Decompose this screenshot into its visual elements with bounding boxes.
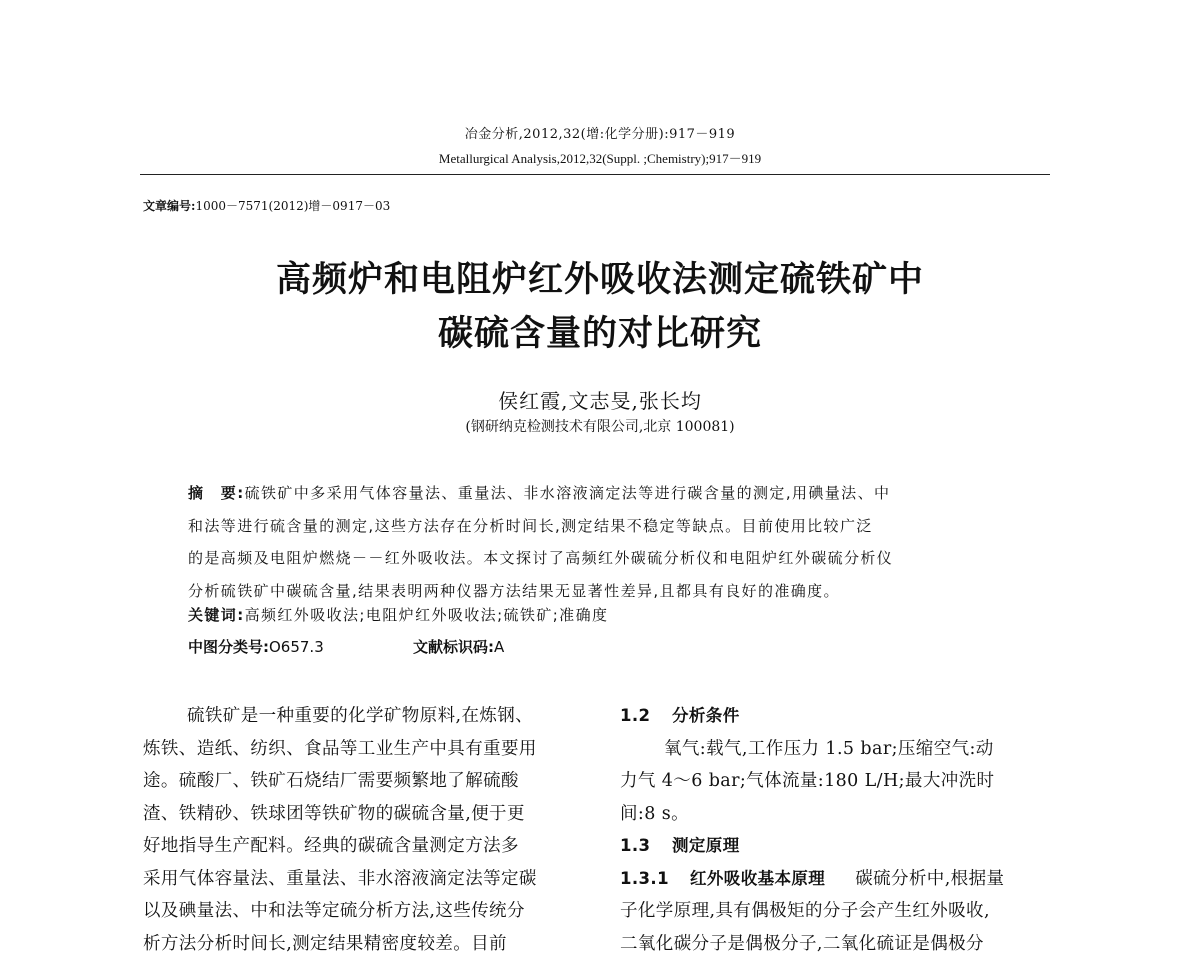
document-code	[413, 636, 504, 657]
body-line: 以及碘量法、中和法等定硫分析方法,这些传统分	[143, 895, 583, 928]
keywords-label: 关键词:	[188, 606, 245, 624]
header-rule	[140, 174, 1050, 175]
abstract-line: 分析硫铁矿中碳硫含量,结果表明两种仪器方法结果无显著性差异,且都具有良好的准确度。	[188, 576, 1018, 609]
body-line: 子化学原理,具有偶极矩的分子会产生红外吸收,	[620, 895, 1060, 928]
body-line: 间:8 s。	[620, 798, 1060, 831]
journal-citation-cn: 冶金分析,2012,32(增:化学分册):917－919	[0, 123, 1200, 142]
section-heading-1-2: 1.2 分析条件	[620, 700, 1060, 733]
abstract	[188, 478, 1018, 608]
section-heading-1-3: 1.3 测定原理	[620, 830, 1060, 863]
body-line: 力气 4～6 bar;气体流量:180 L/H;最大冲洗时	[620, 765, 1060, 798]
body-line: 渣、铁精砂、铁球团等铁矿物的碳硫含量,便于更	[143, 798, 583, 831]
clc-value: O657.3	[269, 638, 324, 656]
keywords-value: 高频红外吸收法;电阻炉红外吸收法;硫铁矿;准确度	[245, 606, 609, 624]
abstract-line: 和法等进行硫含量的测定,这些方法存在分析时间长,测定结果不稳定等缺点。目前使用比较广泛	[188, 511, 1018, 544]
body-line: 炼铁、造纸、纺织、食品等工业生产中具有重要用	[143, 733, 583, 766]
authors: 侯红霞,文志旻,张长均	[0, 385, 1200, 414]
abstract-line: 的是高频及电阻炉燃烧－－红外吸收法。本文探讨了高频红外碳硫分析仪和电阻炉红外碳硫分析仪	[188, 543, 1018, 576]
paper-title-line1: 高频炉和电阻炉红外吸收法测定硫铁矿中	[0, 252, 1200, 302]
abstract-label: 摘 要:	[188, 484, 245, 502]
clc-label: 中图分类号:	[188, 638, 269, 656]
body-line: 途。硫酸厂、铁矿石烧结厂需要频繁地了解硫酸	[143, 765, 583, 798]
doc-code-value: A	[494, 638, 504, 656]
body-left-column	[143, 700, 583, 960]
body-line: 二氧化碳分子是偶极分子,二氧化硫证是偶极分	[620, 928, 1060, 960]
classification	[188, 636, 324, 657]
keywords	[188, 604, 608, 625]
abstract-line: 摘 要:硫铁矿中多采用气体容量法、重量法、非水溶液滴定法等进行碳含量的测定,用碘量法、中	[188, 478, 1018, 511]
body-line: 采用气体容量法、重量法、非水溶液滴定法等定碳	[143, 863, 583, 896]
body-right-column	[620, 700, 1060, 960]
body-line: 硫铁矿是一种重要的化学矿物原料,在炼钢、	[143, 700, 583, 733]
journal-citation-en: Metallurgical Analysis,2012,32(Suppl. ;Chemistry);917－919	[0, 148, 1200, 167]
affiliation: (钢研纳克检测技术有限公司,北京 100081)	[0, 416, 1200, 436]
section-heading-1-3-1: 1.3.1 红外吸收基本原理 碳硫分析中,根据量	[620, 863, 1060, 896]
article-number-value: 1000－7571(2012)增－0917－03	[195, 199, 390, 213]
body-line: 析方法分析时间长,测定结果精密度较差。目前	[143, 928, 583, 960]
article-number	[143, 197, 390, 214]
article-number-label: 文章编号:	[143, 199, 195, 213]
body-line: 好地指导生产配料。经典的碳硫含量测定方法多	[143, 830, 583, 863]
body-line: 氧气:载气,工作压力 1.5 bar;压缩空气:动	[620, 733, 1060, 766]
paper-title-line2: 碳硫含量的对比研究	[0, 306, 1200, 356]
doc-code-label: 文献标识码:	[413, 638, 494, 656]
